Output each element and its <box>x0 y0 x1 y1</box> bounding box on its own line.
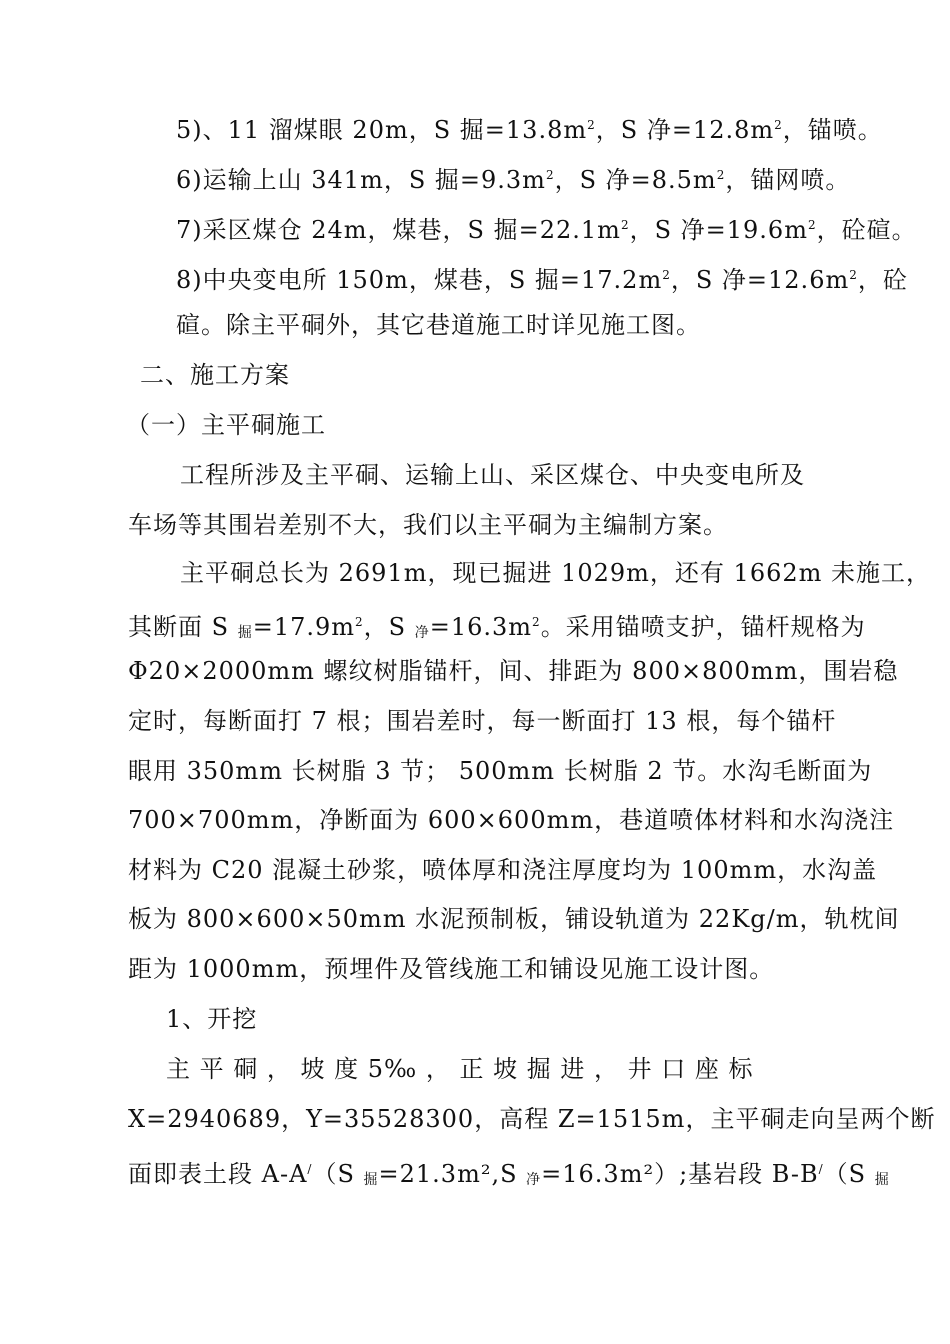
superscript: 2 <box>662 268 671 282</box>
paragraph-2-line-2 <box>128 607 866 648</box>
list-item-8-continuation: 碹。除主平硐外，其它巷道施工时详见施工图。 <box>176 311 701 339</box>
paragraph-2-line-9: 距为 1000mm，预埋件及管线施工和铺设见施工设计图。 <box>128 955 775 983</box>
subscript-excavated: 掘 <box>363 1172 379 1188</box>
list-item-5-text-c: ，锚喷。 <box>782 116 883 144</box>
paragraph-2-line-8: 板为 800×600×50mm 水泥预制板，铺设轨道为 22Kg/m，轨枕间 <box>128 905 900 933</box>
subscript-net: 净 <box>526 1172 542 1188</box>
subscript-net: 净 <box>414 625 430 641</box>
paragraph-3-line-2: X=2940689，Y=35528300，高程 Z=1515m，主平硐走向呈两个断 <box>128 1105 936 1133</box>
superscript: 2 <box>545 168 555 182</box>
paragraph-2-line-4: 定时，每断面打 7 根；围岩差时，每一断面打 13 根，每个锚杆 <box>128 707 837 735</box>
superscript: 2 <box>849 268 858 282</box>
list-item-5-text-a: 5)、11 溜煤眼 20m，S 掘=13.8m <box>176 116 588 144</box>
list-item-8-text-a: 8)中央变电所 150m，煤巷，S 掘=17.2m <box>176 266 663 294</box>
superscript: 2 <box>807 218 817 232</box>
list-item-6 <box>176 160 850 195</box>
p3-l3-text-b: （S <box>312 1160 364 1188</box>
superscript: 2 <box>587 118 596 132</box>
section-title: 二、施工方案 <box>140 361 290 389</box>
superscript: 2 <box>620 218 630 232</box>
p2-l2-text-b: =17.9m <box>252 613 356 641</box>
list-item-6-text-c: ，锚网喷。 <box>725 166 851 194</box>
paragraph-1-line-1: 工程所涉及主平硐、运输上山、采区煤仓、中央变电所及 <box>180 461 805 489</box>
p2-l2-text-d: =16.3m <box>429 613 533 641</box>
superscript: 2 <box>532 615 541 629</box>
p3-l3-text-e: （S <box>823 1160 875 1188</box>
superscript: 2 <box>774 118 783 132</box>
list-item-8-text-b: ，S 净=12.6m <box>670 266 850 294</box>
p3-l3-text-d: =16.3m²）;基岩段 B-B <box>541 1160 819 1188</box>
list-item-5-text-b: ，S 净=12.8m <box>595 116 775 144</box>
paragraph-2-line-5: 眼用 350mm 长树脂 3 节； 500mm 长树脂 2 节。水沟毛断面为 <box>128 757 873 785</box>
paragraph-3-line-3 <box>128 1154 890 1195</box>
p3-l3-text-c: =21.3m²,S <box>378 1160 527 1188</box>
paragraph-1-line-2: 车场等其围岩差别不大，我们以主平硐为主编制方案。 <box>128 511 728 539</box>
p2-l2-text-c: ，S <box>363 613 415 641</box>
list-item-7 <box>176 210 917 245</box>
paragraph-2-line-1: 主平硐总长为 2691m，现已掘进 1029m，还有 1662m 未施工， <box>180 559 932 587</box>
p2-l2-text-a: 其断面 S <box>128 613 238 641</box>
subscript-excavated: 掘 <box>237 625 253 641</box>
paragraph-2-line-7: 材料为 C20 混凝土砂浆，喷体厚和浇注厚度均为 100mm，水沟盖 <box>128 856 878 884</box>
paragraph-2-line-3: Φ20×2000mm 螺纹树脂锚杆，间、排距为 800×800mm，围岩稳 <box>128 657 899 685</box>
paragraph-3-line-1: 主 平 硐 ， 坡 度 5‰ ， 正 坡 掘 进 ， 井 口 座 标 <box>166 1055 754 1083</box>
list-item-7-text-c: ，砼碹。 <box>816 216 917 244</box>
prime-mark: / <box>818 1162 824 1176</box>
list-item-5 <box>176 110 883 145</box>
superscript: 2 <box>355 615 364 629</box>
subscript-excavated: 掘 <box>874 1172 890 1188</box>
subsection-title: （一）主平硐施工 <box>126 411 326 439</box>
list-item-8-text-c: ，砼 <box>857 266 908 294</box>
list-item-7-text-a: 7)采区煤仓 24m，煤巷，S 掘=22.1m <box>176 216 621 244</box>
paragraph-2-line-6: 700×700mm，净断面为 600×600mm，巷道喷体材料和水沟浇注 <box>128 806 895 834</box>
prime-mark: / <box>307 1162 313 1176</box>
list-item-6-text-b: ，S 净=8.5m <box>554 166 717 194</box>
list-item-6-text-a: 6)运输上山 341m，S 掘=9.3m <box>176 166 546 194</box>
p2-l2-text-e: 。采用锚喷支护，锚杆规格为 <box>540 613 866 641</box>
item-1-title: 1、开挖 <box>166 1005 258 1033</box>
list-item-8 <box>176 260 908 295</box>
list-item-7-text-b: ，S 净=19.6m <box>629 216 808 244</box>
p3-l3-text-a: 面即表土段 A-A <box>128 1160 308 1188</box>
superscript: 2 <box>716 168 726 182</box>
